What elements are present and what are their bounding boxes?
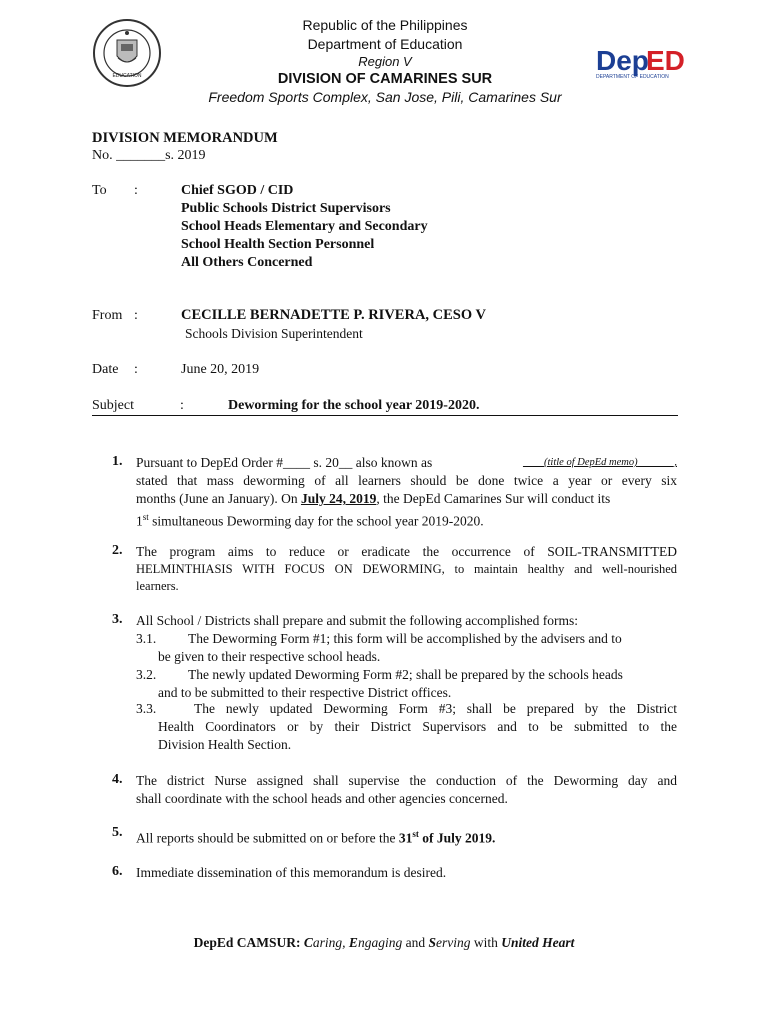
sub-3-1-line2: be given to their respective school heads. xyxy=(158,649,381,664)
sub-3-1-line1: The Deworming Form #1; this form will be accomplished by the advisers and to xyxy=(188,631,622,646)
item-1-title-blank: ____(title of DepEd memo)_______, xyxy=(523,457,677,468)
memo-title: DIVISION MEMORANDUM xyxy=(92,130,278,146)
item-2-line3: learners. xyxy=(136,579,179,593)
sub-3-2-line2: and to be submitted to their respective District offices. xyxy=(158,685,452,700)
recipient-5: All Others Concerned xyxy=(181,255,313,270)
from-colon: : xyxy=(134,308,138,323)
header-department: Department of Education xyxy=(307,36,463,52)
sub-3-2-number: 3.2. xyxy=(136,667,157,682)
item-3-number: 3. xyxy=(112,612,123,627)
from-name: CECILLE BERNADETTE P. RIVERA, CESO V xyxy=(181,307,486,323)
item-2-line1: The program aims to reduce or eradicate the occurrence of SOIL-TRANSMITTED xyxy=(136,544,677,559)
recipient-1: Chief SGOD / CID xyxy=(181,183,294,198)
deped-logo-icon xyxy=(594,42,684,82)
item-6-number: 6. xyxy=(112,864,123,879)
deped-seal xyxy=(92,18,162,88)
deped-logo xyxy=(594,42,684,82)
subject-divider xyxy=(92,415,678,416)
subject-value: Deworming for the school year 2019-2020. xyxy=(228,398,480,413)
date-colon: : xyxy=(134,362,138,377)
svg-text:EDUCATION: EDUCATION xyxy=(112,73,142,79)
item-1-number: 1. xyxy=(112,454,123,469)
item-4-line2: shall coordinate with the school heads and other agencies concerned. xyxy=(136,791,508,806)
item-1-line2: stated that mass deworming of all learners should be done twice a year or every six xyxy=(136,473,677,488)
recipient-4: School Health Section Personnel xyxy=(181,237,375,252)
item-5-text: All reports should be submitted on or before the 31st of July 2019. xyxy=(136,829,496,846)
item-1-line1: Pursuant to DepEd Order #____ s. 20__ also known as xyxy=(136,455,433,470)
header-region: Region V xyxy=(358,54,412,69)
sub-3-1-number: 3.1. xyxy=(136,631,157,646)
item-4-line1: The district Nurse assigned shall supervise the conduction of the Deworming day and xyxy=(136,773,677,788)
item-4-text xyxy=(136,772,677,808)
item-1-text xyxy=(136,454,677,531)
header-republic: Republic of the Philippines xyxy=(302,17,468,33)
to-label: To xyxy=(92,183,107,198)
seal-icon xyxy=(92,18,162,88)
footer-tagline: DepEd CAMSUR: Caring, Engaging and Serving with United Heart xyxy=(193,935,575,950)
sub-3-2-text xyxy=(158,666,677,702)
subject-colon: : xyxy=(180,398,184,413)
item-1-line4: 1st simultaneous Deworming day for the school year 2019-2020. xyxy=(136,512,484,529)
from-title: Schools Division Superintendent xyxy=(185,326,363,341)
item-3-text: All School / Districts shall prepare and submit the following accomplished forms: xyxy=(136,613,579,628)
svg-text:Dep: Dep xyxy=(596,45,649,76)
recipient-2: Public Schools District Supervisors xyxy=(181,201,391,216)
sub-3-3-line3: Division Health Section. xyxy=(158,737,292,752)
sub-3-3-number: 3.3. xyxy=(136,701,157,716)
item-4-number: 4. xyxy=(112,772,123,787)
item-2-number: 2. xyxy=(112,543,123,558)
memo-number: No. _______s. 2019 xyxy=(92,148,206,163)
sub-3-2-line1: The newly updated Deworming Form #2; shall be prepared by the schools heads xyxy=(188,667,623,682)
sub-3-1-text xyxy=(158,630,677,666)
item-2-line2: HELMINTHIASIS WITH FOCUS ON DEWORMING, to maintain healthy and well-nourished xyxy=(136,562,677,576)
recipient-3: School Heads Elementary and Secondary xyxy=(181,219,428,234)
sub-3-3-line2: Health Coordinators or by their District Supervisors and to be submitted to the xyxy=(158,719,677,734)
sub-3-3-line1: The newly updated Deworming Form #3; shall be prepared by the District xyxy=(194,701,677,716)
header-division: DIVISION OF CAMARINES SUR xyxy=(277,71,493,87)
to-colon: : xyxy=(134,183,138,198)
subject-label: Subject xyxy=(92,398,134,413)
date-label: Date xyxy=(92,362,119,377)
svg-text:DEPARTMENT OF EDUCATION: DEPARTMENT OF EDUCATION xyxy=(596,74,669,80)
date-value: June 20, 2019 xyxy=(181,362,260,377)
from-label: From xyxy=(92,308,123,323)
item-2-text xyxy=(136,543,677,595)
header-address: Freedom Sports Complex, San Jose, Pili, Camarines Sur xyxy=(208,89,562,105)
sub-3-3-text xyxy=(158,700,677,754)
svg-text:ED: ED xyxy=(646,45,684,76)
item-1-line3: months (June an January). On July 24, 2019, the DepEd Camarines Sur will conduct its xyxy=(136,491,611,506)
item-6-text: Immediate dissemination of this memorandum is desired. xyxy=(136,865,447,880)
item-5-number: 5. xyxy=(112,825,123,840)
